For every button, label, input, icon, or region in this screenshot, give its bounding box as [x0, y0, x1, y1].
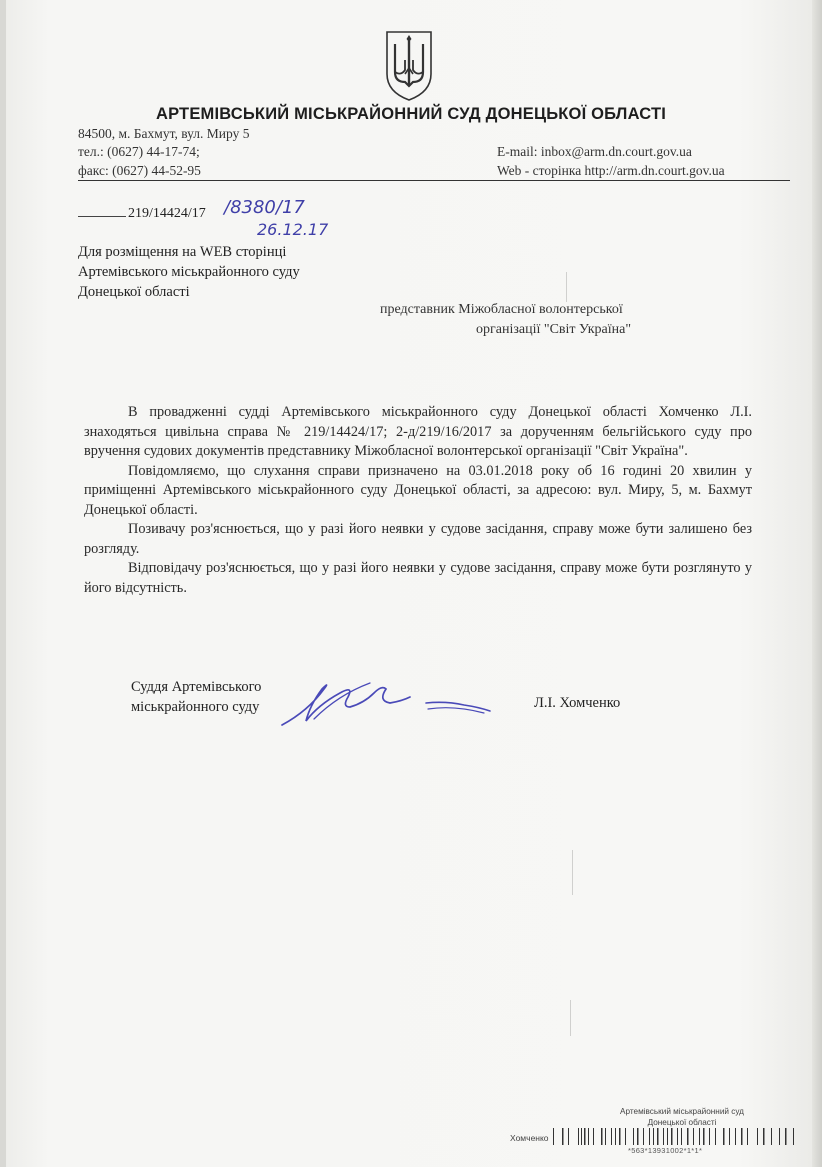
handwritten-signature [278, 675, 498, 730]
scan-edge-right [812, 0, 822, 1167]
number-blank-line [78, 216, 126, 217]
judge-name: Л.І. Хомченко [534, 695, 621, 711]
scan-mark [570, 1000, 571, 1036]
scan-edge-left [0, 0, 6, 1167]
header-divider [78, 180, 790, 181]
footer-court-name [612, 1106, 752, 1128]
court-address: 84500, м. Бахмут, вул. Миру 5 [78, 126, 250, 141]
signature-title [131, 677, 261, 717]
paragraph-case-info: В провадженні судді Артемівського міськрайонного суду Донецької області Хомченко Л.І. знаходяться цивільна справа № 219/14424/17; 2-д/219/16/2017 за дорученням бельгійського суду про вручення судових документів представнику Міжобласної волонтерської організації "Світ Україна". [84, 404, 752, 459]
recipient-line-1: Для розміщення на WEB сторінці [78, 244, 287, 260]
paragraph-defendant-notice: Відповідачу роз'яснюється, що у разі його неявки у судове засідання, справу може бути розглянуто у його відсутність. [84, 560, 752, 596]
case-number: 219/14424/17 [128, 206, 206, 221]
paragraph-plaintiff-notice: Позивачу роз'яснюється, що у разі його неявки у судове засідання, справу може бути залишено без розгляду. [84, 521, 752, 557]
handwritten-reference: /8380/17 [224, 197, 305, 218]
court-email: E-mail: inbox@arm.dn.court.gov.ua [497, 144, 692, 159]
footer-court-line-2: Донецької області [647, 1118, 717, 1127]
signature-title-line-1: Суддя Артемівського [131, 679, 262, 695]
barcode-number: *563*13931002*1*1* [628, 1146, 703, 1155]
outgoing-number [78, 206, 206, 222]
handwritten-date: 26.12.17 [257, 220, 329, 239]
footer-judge: Хомченко [510, 1133, 549, 1143]
court-title: АРТЕМІВСЬКИЙ МІСЬКРАЙОННИЙ СУД ДОНЕЦЬКОЇ ОБЛАСТІ [155, 105, 667, 123]
representative-line-1: представник Міжобласної волонтерської [380, 302, 623, 317]
recipient-line-3: Донецької області [78, 284, 190, 300]
court-fax: факс: (0627) 44-52-95 [78, 163, 201, 178]
footer-court-line-1: Артемівський міськрайонний суд [620, 1107, 744, 1116]
paragraph-hearing-date: Повідомляємо, що слухання справи призначено на 03.01.2018 року об 16 годині 20 хвилин у приміщенні Артемівського міськрайонного суду Донецької області, за адресою: вул. Миру, 5, м. Бахмут Донецької області. [84, 462, 752, 518]
coat-of-arms-icon [383, 30, 435, 102]
letter-body [84, 403, 752, 598]
recipient-line-2: Артемівського міськрайонного суду [78, 264, 300, 280]
court-phone: тел.: (0627) 44-17-74; [78, 144, 200, 159]
signature-title-line-2: міськрайонного суду [131, 699, 260, 715]
barcode [553, 1128, 798, 1145]
court-website: Web - сторінка http://arm.dn.court.gov.ua [497, 163, 725, 178]
scan-mark [566, 272, 567, 302]
representative-line-2: організації "Світ Україна" [476, 322, 632, 337]
scan-mark [572, 850, 573, 895]
